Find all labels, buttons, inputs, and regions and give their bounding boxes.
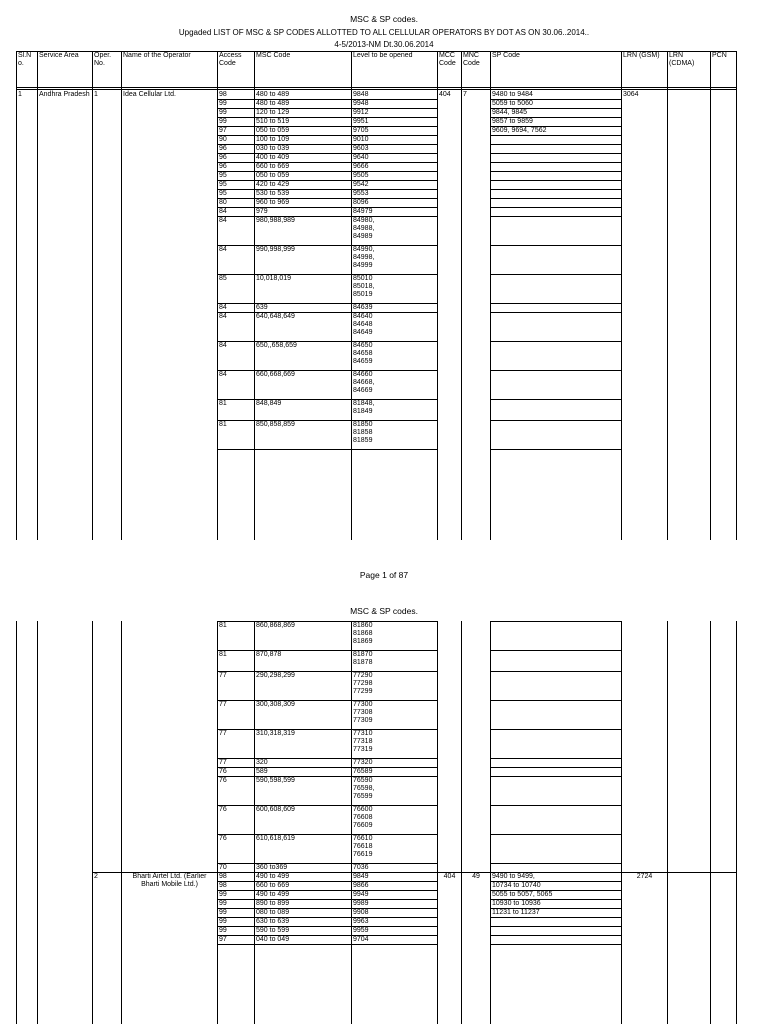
page-number: Page 1 of 87 xyxy=(359,570,409,580)
p1-access-code: 81 xyxy=(219,400,227,407)
p2-access-code: 77 xyxy=(219,759,227,766)
p1-sp-rule xyxy=(490,274,621,275)
p2-op2-sp-rule xyxy=(490,944,621,945)
p2-op2-level: 9989 xyxy=(353,900,369,907)
p1-msc-code: 420 to 429 xyxy=(256,181,290,188)
operator-number: 1 xyxy=(94,91,98,98)
p1-msc-code: 980,988,989 xyxy=(256,217,295,224)
p1-level: 81850 81858 81859 xyxy=(353,421,373,444)
p1-msc-code: 660,668,669 xyxy=(256,371,295,378)
p1-access-code: 84 xyxy=(219,313,227,320)
p2-op2-row-rule xyxy=(217,944,437,945)
p1-msc-code: 530 to 539 xyxy=(256,190,290,197)
p1-sp-rule xyxy=(490,153,621,154)
p1-level: 9553 xyxy=(353,190,369,197)
p1-level: 9948 xyxy=(353,100,369,107)
p2-op2-msc-code: 490 to 499 xyxy=(256,873,290,880)
p2-level: 76610 76618 76619 xyxy=(353,835,373,858)
p1-msc-code: 640,648,649 xyxy=(256,313,295,320)
running-head-1: MSC & SP codes. xyxy=(350,14,418,24)
p1-level: 9666 xyxy=(353,163,369,170)
p1-level: 9705 xyxy=(353,127,369,134)
column-rule-10 xyxy=(621,621,622,1024)
p1-row-rule xyxy=(217,449,437,450)
p1-msc-code: 120 to 129 xyxy=(256,109,290,116)
column-rule-5 xyxy=(254,51,255,540)
p1-sp-code: 9609, 9694, 7562 xyxy=(492,127,547,134)
p2-sp-rule xyxy=(490,671,621,672)
p2-op2-access-code: 98 xyxy=(219,873,227,880)
column-rule-0 xyxy=(16,621,17,1024)
p2-level: 81860 81868 81869 xyxy=(353,622,373,645)
p1-sp-rule xyxy=(490,216,621,217)
p1-msc-code: 480 to 489 xyxy=(256,100,290,107)
p2-sp-rule xyxy=(490,758,621,759)
p2-level: 76589 xyxy=(353,768,373,775)
p1-access-code: 97 xyxy=(219,127,227,134)
p2-sp-rule xyxy=(490,805,621,806)
p2-op2-level: 9963 xyxy=(353,918,369,925)
lrn-gsm: 2724 xyxy=(636,873,653,880)
p2-op2-level: 9849 xyxy=(353,873,369,880)
p1-level: 84639 xyxy=(353,304,373,311)
p1-msc-code: 848,849 xyxy=(256,400,282,407)
p1-access-code: 96 xyxy=(219,163,227,170)
p2-access-code: 81 xyxy=(219,651,227,658)
header-cell: MNC Code xyxy=(463,52,480,67)
column-rule-6 xyxy=(351,621,352,1024)
p1-level: 84980, 84988, 84989 xyxy=(353,217,375,240)
p2-msc-code: 320 xyxy=(256,759,268,766)
p1-sp-rule xyxy=(490,312,621,313)
serial-number: 1 xyxy=(18,91,22,98)
header-cell: MSC Code xyxy=(256,52,291,59)
p1-access-code: 99 xyxy=(219,118,227,125)
p2-op2-level: 9866 xyxy=(353,882,369,889)
p1-msc-code: 639 xyxy=(256,304,268,311)
column-rule-3 xyxy=(121,621,122,1024)
p1-msc-code: 850,858,859 xyxy=(256,421,295,428)
p2-msc-code: 860,868,869 xyxy=(256,622,295,629)
column-rule-7 xyxy=(437,621,438,1024)
column-rule-4 xyxy=(217,51,218,540)
p1-access-code: 98 xyxy=(219,91,227,98)
p1-level: 84650 84658 84659 xyxy=(353,342,373,365)
msc-table-page-1 xyxy=(16,51,736,540)
p2-msc-code: 600,608,609 xyxy=(256,806,295,813)
p2-level: 76600 76608 76609 xyxy=(353,806,373,829)
mcc-code: 404 xyxy=(443,873,456,880)
p2-access-code: 81 xyxy=(219,622,227,629)
p2-msc-code: 870,878 xyxy=(256,651,282,658)
p2-sp-rule xyxy=(490,863,621,864)
p2-op2-msc-code: 660 to 669 xyxy=(256,882,290,889)
header-cell: MCC Code xyxy=(439,52,456,67)
p2-level: 77310 77318 77319 xyxy=(353,730,373,753)
p1-level: 8096 xyxy=(353,199,369,206)
p1-msc-code: 650,,658,659 xyxy=(256,342,297,349)
p1-access-code: 84 xyxy=(219,246,227,253)
p1-msc-code: 480 to 489 xyxy=(256,91,290,98)
p1-level: 85010 85018, 85019 xyxy=(353,275,375,298)
p1-access-code: 81 xyxy=(219,421,227,428)
p2-sp-rule xyxy=(490,834,621,835)
p2-sp-top-rule xyxy=(490,621,621,622)
p2-op2-msc-code: 630 to 639 xyxy=(256,918,290,925)
p2-access-code: 76 xyxy=(219,777,227,784)
p1-sp-rule xyxy=(490,198,621,199)
p2-op2-sp-code: 9490 to 9499, xyxy=(492,873,535,880)
p1-access-code: 80 xyxy=(219,199,227,206)
p1-msc-code: 10,018,019 xyxy=(256,275,292,282)
p2-op2-access-code: 99 xyxy=(219,918,227,925)
p1-sp-rule xyxy=(490,420,621,421)
p1-msc-code: 979 xyxy=(256,208,268,215)
column-rule-7 xyxy=(437,51,438,540)
column-rule-1 xyxy=(37,621,38,1024)
p1-sp-code: 9480 to 9484 xyxy=(492,91,533,98)
p2-access-code: 77 xyxy=(219,730,227,737)
p2-op2-access-code: 99 xyxy=(219,927,227,934)
p2-op2-level: 9704 xyxy=(353,936,369,943)
p2-op2-access-code: 99 xyxy=(219,909,227,916)
p1-sp-code: 9857 to 9859 xyxy=(492,118,533,125)
p2-sp-rule xyxy=(490,776,621,777)
p2-op2-msc-code: 590 to 599 xyxy=(256,927,290,934)
p1-level: 9010 xyxy=(353,136,369,143)
p2-level: 77320 xyxy=(353,759,373,766)
operator-name: Idea Cellular Ltd. xyxy=(123,91,176,98)
p2-op2-sp-code: 10930 to 10936 xyxy=(492,900,541,907)
document-title: Upgaded LIST OF MSC & SP CODES ALLOTTED TO ALL CELLULAR OPERATORS BY DOT AS ON 30.06..2014.. xyxy=(178,28,590,37)
p1-access-code: 84 xyxy=(219,208,227,215)
p1-msc-code: 510 to 519 xyxy=(256,118,290,125)
p2-access-code: 76 xyxy=(219,835,227,842)
p1-msc-code: 960 to 969 xyxy=(256,199,290,206)
p2-level: 7036 xyxy=(353,864,369,871)
column-rule-11 xyxy=(667,621,668,1024)
p1-sp-rule xyxy=(490,449,621,450)
p2-access-code: 77 xyxy=(219,701,227,708)
p1-sp-rule xyxy=(490,303,621,304)
header-cell: Level to be opened xyxy=(353,52,413,59)
p1-level: 9603 xyxy=(353,145,369,152)
p2-op2-sp-code: 11231 to 11237 xyxy=(492,909,540,916)
p1-access-code: 95 xyxy=(219,172,227,179)
header-bottom-rule xyxy=(16,87,736,88)
column-rule-10 xyxy=(621,51,622,540)
p2-msc-code: 360 to369 xyxy=(256,864,288,871)
p1-msc-code: 400 to 409 xyxy=(256,154,290,161)
p1-sp-rule xyxy=(490,370,621,371)
operator-number: 2 xyxy=(94,873,98,880)
p2-sp-rule xyxy=(490,767,621,768)
p2-op2-sp-rule xyxy=(490,935,621,936)
column-rule-0 xyxy=(16,51,17,540)
p2-level: 76590 76598, 76599 xyxy=(353,777,375,800)
p2-msc-code: 590,598,599 xyxy=(256,777,295,784)
p1-access-code: 96 xyxy=(219,154,227,161)
p1-level: 9951 xyxy=(353,118,369,125)
column-rule-4 xyxy=(217,621,218,1024)
p1-sp-rule xyxy=(490,189,621,190)
p1-level: 9912 xyxy=(353,109,369,116)
p2-msc-code: 300,308,309 xyxy=(256,701,295,708)
p1-access-code: 84 xyxy=(219,371,227,378)
header-cell: Service Area xyxy=(39,52,79,59)
p1-sp-rule xyxy=(490,171,621,172)
column-rule-6 xyxy=(351,51,352,540)
p1-access-code: 96 xyxy=(219,145,227,152)
column-rule-13 xyxy=(736,621,737,1024)
header-cell: Sl.N o. xyxy=(18,52,32,67)
p2-op2-level: 9959 xyxy=(353,927,369,934)
p1-level: 84660 84668, 84669 xyxy=(353,371,375,394)
p1-msc-code: 030 to 039 xyxy=(256,145,290,152)
p1-msc-code: 050 to 059 xyxy=(256,172,290,179)
p1-level: 9505 xyxy=(353,172,369,179)
p2-op2-msc-code: 040 to 049 xyxy=(256,936,290,943)
column-rule-11 xyxy=(667,51,668,540)
p2-msc-code: 610,618,619 xyxy=(256,835,295,842)
header-cell: PCN xyxy=(712,52,727,59)
p2-op2-sp-code: 5055 to 5057, 5065 xyxy=(492,891,553,898)
p2-op2-access-code: 99 xyxy=(219,891,227,898)
p2-op2-sp-rule xyxy=(490,926,621,927)
column-rule-12 xyxy=(710,621,711,1024)
column-rule-5 xyxy=(254,621,255,1024)
column-rule-12 xyxy=(710,51,711,540)
p2-op2-msc-code: 080 to 089 xyxy=(256,909,290,916)
header-cell: LRN (CDMA) xyxy=(669,52,695,67)
p1-level: 9848 xyxy=(353,91,369,98)
p1-sp-rule xyxy=(490,162,621,163)
p2-op2-access-code: 97 xyxy=(219,936,227,943)
p2-level: 77300 77308 77309 xyxy=(353,701,373,724)
p1-access-code: 99 xyxy=(219,100,227,107)
header-cell: SP Code xyxy=(492,52,520,59)
p2-op2-sp-code: 10734 to 10740 xyxy=(492,882,541,889)
header-cell: Access Code xyxy=(219,52,242,67)
p1-sp-rule xyxy=(490,135,621,136)
p1-access-code: 85 xyxy=(219,275,227,282)
column-rule-13 xyxy=(736,51,737,540)
column-rule-1 xyxy=(37,51,38,540)
reference-line: 4-5/2013-NM Dt.30.06.2014 xyxy=(334,40,434,49)
lrn-gsm: 3064 xyxy=(623,91,639,98)
p1-sp-rule xyxy=(490,207,621,208)
p2-msc-code: 290,298,299 xyxy=(256,672,295,679)
column-rule-9 xyxy=(490,621,491,1024)
p1-access-code: 90 xyxy=(219,136,227,143)
p1-sp-code: 9844, 9845 xyxy=(492,109,528,116)
p1-sp-rule xyxy=(490,341,621,342)
p1-access-code: 95 xyxy=(219,190,227,197)
service-area: Andhra Pradesh xyxy=(39,91,90,98)
running-head-2: MSC & SP codes. xyxy=(350,606,418,616)
mnc-code: 7 xyxy=(463,91,467,98)
p2-level: 77290 77298 77299 xyxy=(353,672,373,695)
p1-level: 81848, 81849 xyxy=(353,400,375,415)
p1-sp-rule xyxy=(490,144,621,145)
p1-access-code: 95 xyxy=(219,181,227,188)
p2-access-code: 76 xyxy=(219,768,227,775)
p1-level: 9640 xyxy=(353,154,369,161)
p2-level: 81870 81878 xyxy=(353,651,373,666)
mnc-code: 49 xyxy=(472,873,480,880)
p1-sp-rule xyxy=(490,180,621,181)
p1-level: 9542 xyxy=(353,181,369,188)
header-double-rule xyxy=(16,89,736,90)
p1-msc-code: 660 to 669 xyxy=(256,163,290,170)
p1-sp-rule xyxy=(490,245,621,246)
column-rule-2 xyxy=(92,51,93,540)
p2-op2-level: 9949 xyxy=(353,891,369,898)
p1-msc-code: 990,998,999 xyxy=(256,246,295,253)
p2-sp-rule xyxy=(490,729,621,730)
p1-access-code: 84 xyxy=(219,217,227,224)
header-cell: Name of the Operator xyxy=(123,52,191,59)
p1-msc-code: 050 to 059 xyxy=(256,127,290,134)
p2-op2-access-code: 98 xyxy=(219,882,227,889)
p1-access-code: 84 xyxy=(219,304,227,311)
p1-level: 84979 xyxy=(353,208,373,215)
p1-sp-code: 5059 to 5060 xyxy=(492,100,533,107)
p2-op2-msc-code: 890 to 899 xyxy=(256,900,290,907)
p2-access-code: 70 xyxy=(219,864,227,871)
column-rule-8 xyxy=(461,51,462,540)
header-cell: Oper. No. xyxy=(94,52,112,67)
p1-access-code: 99 xyxy=(219,109,227,116)
column-rule-9 xyxy=(490,51,491,540)
operator-name: Bharti Airtel Ltd. (Earlier Bharti Mobile Ltd.) xyxy=(132,873,207,888)
p2-op2-msc-code: 490 to 499 xyxy=(256,891,290,898)
p1-sp-rule xyxy=(490,399,621,400)
column-rule-3 xyxy=(121,51,122,540)
p2-access-code: 76 xyxy=(219,806,227,813)
p2-access-code: 77 xyxy=(219,672,227,679)
header-cell: LRN (GSM) xyxy=(623,52,660,59)
p2-sp-rule xyxy=(490,650,621,651)
column-rule-2 xyxy=(92,621,93,1024)
p2-msc-code: 310,318,319 xyxy=(256,730,295,737)
p2-msc-code: 589 xyxy=(256,768,268,775)
p1-level: 84640 84648 84649 xyxy=(353,313,373,336)
p2-op2-level: 9908 xyxy=(353,909,369,916)
p1-level: 84990, 84998, 84999 xyxy=(353,246,375,269)
p2-op2-sp-rule xyxy=(490,917,621,918)
column-rule-8 xyxy=(461,621,462,1024)
p1-access-code: 84 xyxy=(219,342,227,349)
p1-msc-code: 100 to 109 xyxy=(256,136,290,143)
p2-op2-access-code: 99 xyxy=(219,900,227,907)
p2-sp-rule xyxy=(490,700,621,701)
mcc-code: 404 xyxy=(439,91,451,98)
msc-table-page-2 xyxy=(16,621,736,1024)
